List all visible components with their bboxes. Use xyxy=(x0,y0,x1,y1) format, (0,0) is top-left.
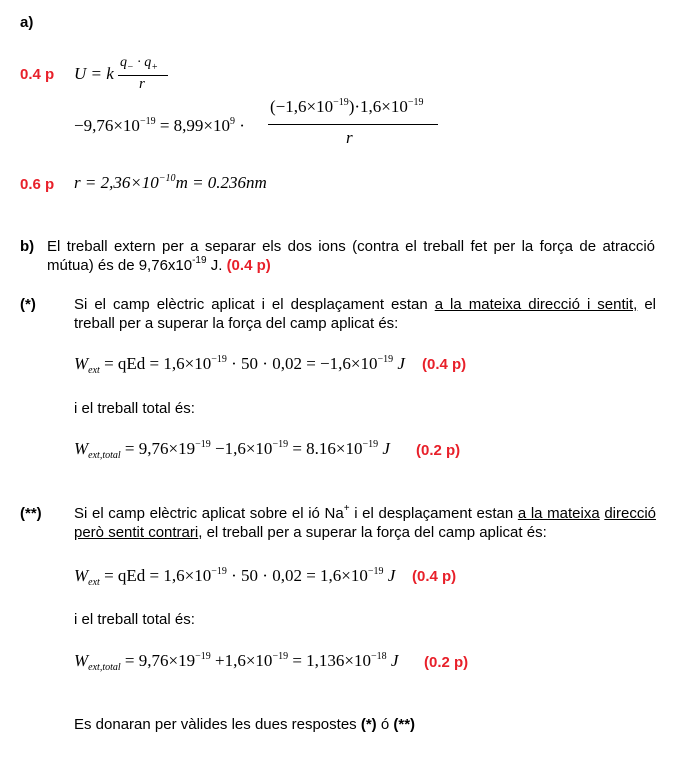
energy-denominator: r xyxy=(139,76,145,92)
fraction-bar xyxy=(268,124,438,125)
closing-note: Es donaran per vàlides les dues respostes (*) ó (**) xyxy=(74,716,416,733)
energy-substitution-lhs: $-9,76\times 10^{-19} = 8,99\times 10^9$ · xyxy=(74,116,245,135)
case-1-marker: (*) xyxy=(20,296,36,313)
energy-substitution-denominator: r xyxy=(346,128,353,147)
points-badge: 0.6 p xyxy=(20,176,55,193)
case-2-marker: (**) xyxy=(20,505,42,522)
distance-result: $r = 2,36\times 10^{-10}m = 0.236nm$ xyxy=(74,173,267,192)
points-badge: (0.2 p) xyxy=(424,654,469,671)
case-1-total-equation: $W_{ext,total} = 9,76\times 19^{-19} -1,6\times 10^{-19} = 8.16\times 10^{-19}$ J xyxy=(74,439,390,461)
case-1-statement: Si el camp elèctric aplicat i el desplaçament estan a la mateixa direcció i sentit, el treball per a superar la força del camp aplicat és: xyxy=(74,296,657,332)
case-2-work-equation: $W_{ext}$ = qEd = $1,6\times 10^{-19} \cdot 50 \cdot 0,02 = 1,6\times 10^{-19}$ J xyxy=(74,566,396,588)
case-2-total-equation: $W_{ext,total} = 9,76\times 19^{-19} +1,6\times 10^{-19} = 1,136\times 10^{-18}$ J xyxy=(74,651,399,673)
points-badge: (0.4 p) xyxy=(412,568,457,585)
energy-numerator: $q_- \cdot q_+$ xyxy=(120,55,158,73)
points-badge: (0.4 p) xyxy=(422,356,467,373)
part-b-label: b) xyxy=(20,238,35,255)
energy-substitution-numerator: $(-1,6\times 10^{-19})\cdot 1,6\times 10^{-19}$ xyxy=(270,97,424,116)
part-a-label: a) xyxy=(20,14,34,31)
case-2-statement: Si el camp elèctric aplicat sobre el ió Na+ i el desplaçament estan a la mateixa direcció però sentit contrari, el treball per a superar la força del camp aplicat és: xyxy=(74,503,657,541)
case-1-total-label: i el treball total és: xyxy=(74,400,195,417)
case-1-work-equation: $W_{ext}$ = qEd = $1,6\times 10^{-19} \cdot 50 \cdot 0,02 = -1,6\times 10^{-19}$ J xyxy=(74,354,405,376)
part-b-intro: El treball extern per a separar els dos ions (contra el treball fet per la força de atracció mútua) és de $9,76x10^{-19}$ J. (0.4 p) xyxy=(47,238,655,274)
case-2-total-label: i el treball total és: xyxy=(74,611,195,628)
points-badge: (0.2 p) xyxy=(416,442,461,459)
coulomb-energy-lhs: U = k xyxy=(74,64,114,83)
points-badge: 0.4 p xyxy=(20,66,55,83)
